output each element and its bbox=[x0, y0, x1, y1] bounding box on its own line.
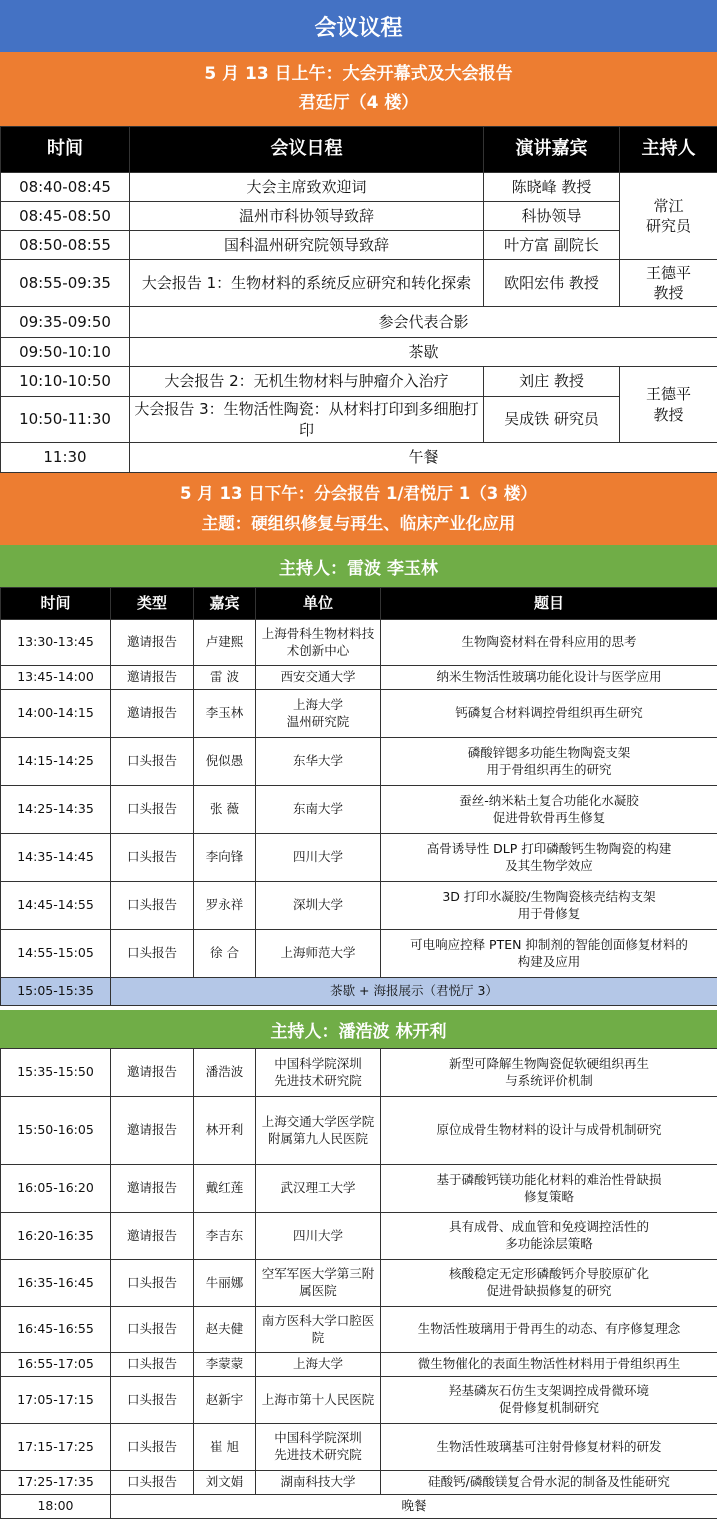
unit-cell: 空军军医大学第三附属医院 bbox=[256, 1260, 381, 1307]
unit-cell: 中国科学院深圳 先进技术研究院 bbox=[256, 1049, 381, 1097]
type-cell: 口头报告 bbox=[111, 1471, 194, 1495]
table-row bbox=[1, 620, 717, 666]
time-cell: 09:35-09:50 bbox=[1, 307, 130, 338]
col-header-agenda: 会议日程 bbox=[130, 127, 484, 173]
table-row bbox=[1, 1165, 717, 1213]
guest-cell: 戴红莲 bbox=[194, 1165, 256, 1213]
col-header-time: 时间 bbox=[1, 588, 111, 620]
agenda-cell: 温州市科协领导致辞 bbox=[130, 202, 484, 231]
time-cell: 08:55-09:35 bbox=[1, 260, 130, 307]
unit-cell: 上海交通大学医学院附属第九人民医院 bbox=[256, 1097, 381, 1165]
unit-cell: 上海大学 温州研究院 bbox=[256, 690, 381, 738]
title-cell: 基于磷酸钙镁功能化材料的难治性骨缺损 修复策略 bbox=[381, 1165, 717, 1213]
afternoon-agenda-table-2 bbox=[0, 1048, 717, 1519]
title-cell: 磷酸锌锶多功能生物陶瓷支架 用于骨组织再生的研究 bbox=[381, 738, 717, 786]
title-cell: 羟基磷灰石仿生支架调控成骨微环境 促骨修复机制研究 bbox=[381, 1377, 717, 1424]
col-header-type: 类型 bbox=[111, 588, 194, 620]
type-cell: 口头报告 bbox=[111, 1353, 194, 1377]
agenda-cell: 大会报告 2：无机生物材料与肿瘤介入治疗 bbox=[130, 367, 484, 397]
guest-cell: 赵夫健 bbox=[194, 1307, 256, 1353]
unit-cell: 中国科学院深圳 先进技术研究院 bbox=[256, 1424, 381, 1471]
agenda-cell: 大会主席致欢迎词 bbox=[130, 173, 484, 202]
afternoon-session-date: 5 月 13 日下午：分会报告 1/君悦厅 1（3 楼） bbox=[180, 484, 537, 504]
title-cell: 硅酸钙/磷酸镁复合骨水泥的制备及性能研究 bbox=[381, 1471, 717, 1495]
agenda-cell: 茶歇 bbox=[130, 338, 717, 367]
agenda-cell: 国科温州研究院领导致辞 bbox=[130, 231, 484, 260]
time-cell: 17:25-17:35 bbox=[1, 1471, 111, 1495]
table-row bbox=[1, 786, 717, 834]
time-cell: 11:30 bbox=[1, 443, 130, 473]
unit-cell: 上海师范大学 bbox=[256, 930, 381, 978]
title-cell: 可电响应控释 PTEN 抑制剂的智能创面修复材料的 构建及应用 bbox=[381, 930, 717, 978]
speaker-cell: 陈晓峰 教授 bbox=[484, 173, 620, 202]
guest-cell: 张 薇 bbox=[194, 786, 256, 834]
time-cell: 14:00-14:15 bbox=[1, 690, 111, 738]
guest-cell: 潘浩波 bbox=[194, 1049, 256, 1097]
morning-session-venue: 君廷厅（4 楼） bbox=[298, 93, 419, 113]
speaker-cell: 刘庄 教授 bbox=[484, 367, 620, 397]
host-cell: 王德平 教授 bbox=[620, 367, 717, 443]
table-row bbox=[1, 1353, 717, 1377]
title-cell: 高骨诱导性 DLP 打印磷酸钙生物陶瓷的构建 及其生物学效应 bbox=[381, 834, 717, 882]
unit-cell: 上海市第十人民医院 bbox=[256, 1377, 381, 1424]
time-cell: 15:50-16:05 bbox=[1, 1097, 111, 1165]
guest-cell: 林开利 bbox=[194, 1097, 256, 1165]
time-cell: 16:55-17:05 bbox=[1, 1353, 111, 1377]
type-cell: 口头报告 bbox=[111, 930, 194, 978]
type-cell: 口头报告 bbox=[111, 786, 194, 834]
time-cell: 13:30-13:45 bbox=[1, 620, 111, 666]
time-cell: 14:45-14:55 bbox=[1, 882, 111, 930]
host-cell: 常江 研究员 bbox=[620, 173, 717, 260]
title-cell: 核酸稳定无定形磷酸钙介导胶原矿化 促进骨缺损修复的研究 bbox=[381, 1260, 717, 1307]
unit-cell: 四川大学 bbox=[256, 834, 381, 882]
guest-cell: 李蒙蒙 bbox=[194, 1353, 256, 1377]
guest-cell: 李玉林 bbox=[194, 690, 256, 738]
table-row bbox=[1, 202, 717, 231]
morning-session-date: 5 月 13 日上午：大会开幕式及大会报告 bbox=[204, 64, 513, 85]
speaker-cell: 欧阳宏伟 教授 bbox=[484, 260, 620, 307]
guest-cell: 崔 旭 bbox=[194, 1424, 256, 1471]
speaker-cell: 叶方富 副院长 bbox=[484, 231, 620, 260]
type-cell: 口头报告 bbox=[111, 1424, 194, 1471]
dinner-label-cell: 晚餐 bbox=[111, 1495, 717, 1519]
table-row bbox=[1, 338, 717, 367]
speaker-cell: 吴成铁 研究员 bbox=[484, 397, 620, 443]
unit-cell: 湖南科技大学 bbox=[256, 1471, 381, 1495]
time-cell: 17:15-17:25 bbox=[1, 1424, 111, 1471]
agenda-cell: 午餐 bbox=[130, 443, 717, 473]
unit-cell: 上海骨科生物材料技术创新中心 bbox=[256, 620, 381, 666]
guest-cell: 雷 波 bbox=[194, 666, 256, 690]
title-cell: 蚕丝-纳米粘土复合功能化水凝胶 促进骨软骨再生修复 bbox=[381, 786, 717, 834]
unit-cell: 深圳大学 bbox=[256, 882, 381, 930]
guest-cell: 徐 合 bbox=[194, 930, 256, 978]
time-cell: 14:25-14:35 bbox=[1, 786, 111, 834]
title-cell: 具有成骨、成血管和免疫调控活性的 多功能涂层策略 bbox=[381, 1213, 717, 1260]
time-cell: 15:35-15:50 bbox=[1, 1049, 111, 1097]
table-row bbox=[1, 367, 717, 397]
agenda-cell: 参会代表合影 bbox=[130, 307, 717, 338]
time-cell: 10:50-11:30 bbox=[1, 397, 130, 443]
type-cell: 口头报告 bbox=[111, 834, 194, 882]
col-header-speaker: 演讲嘉宾 bbox=[484, 127, 620, 173]
table-row bbox=[1, 1307, 717, 1353]
page-title: 会议议程 bbox=[0, 0, 717, 52]
table-row bbox=[1, 397, 717, 443]
unit-cell: 东南大学 bbox=[256, 786, 381, 834]
table-row bbox=[1, 690, 717, 738]
unit-cell: 四川大学 bbox=[256, 1213, 381, 1260]
type-cell: 邀请报告 bbox=[111, 690, 194, 738]
time-cell: 14:55-15:05 bbox=[1, 930, 111, 978]
col-header-time: 时间 bbox=[1, 127, 130, 173]
time-cell: 13:45-14:00 bbox=[1, 666, 111, 690]
table-row bbox=[1, 666, 717, 690]
table-row bbox=[1, 231, 717, 260]
type-cell: 邀请报告 bbox=[111, 1165, 194, 1213]
afternoon-session-theme: 主题：硬组织修复与再生、临床产业化应用 bbox=[201, 514, 516, 533]
guest-cell: 李向锋 bbox=[194, 834, 256, 882]
afternoon-session-header bbox=[0, 473, 717, 545]
table-row bbox=[1, 834, 717, 882]
time-cell: 14:15-14:25 bbox=[1, 738, 111, 786]
table-row bbox=[1, 738, 717, 786]
type-cell: 邀请报告 bbox=[111, 1213, 194, 1260]
table-header-row bbox=[1, 127, 717, 173]
table-header-row bbox=[1, 588, 717, 620]
table-row bbox=[1, 1260, 717, 1307]
host-cell: 王德平 教授 bbox=[620, 260, 717, 307]
guest-cell: 李吉东 bbox=[194, 1213, 256, 1260]
morning-agenda-table bbox=[0, 126, 717, 473]
time-cell: 14:35-14:45 bbox=[1, 834, 111, 882]
col-header-unit: 单位 bbox=[256, 588, 381, 620]
break-label-cell: 茶歇 + 海报展示（君悦厅 3） bbox=[111, 978, 717, 1006]
table-row bbox=[1, 1049, 717, 1097]
guest-cell: 倪似愚 bbox=[194, 738, 256, 786]
guest-cell: 卢建熙 bbox=[194, 620, 256, 666]
col-header-guest: 嘉宾 bbox=[194, 588, 256, 620]
unit-cell: 南方医科大学口腔医院 bbox=[256, 1307, 381, 1353]
title-cell: 钙磷复合材料调控骨组织再生研究 bbox=[381, 690, 717, 738]
table-row bbox=[1, 443, 717, 473]
type-cell: 口头报告 bbox=[111, 882, 194, 930]
time-cell: 18:00 bbox=[1, 1495, 111, 1519]
title-cell: 新型可降解生物陶瓷促软硬组织再生 与系统评价机制 bbox=[381, 1049, 717, 1097]
unit-cell: 上海大学 bbox=[256, 1353, 381, 1377]
col-header-host: 主持人 bbox=[620, 127, 717, 173]
time-cell: 10:10-10:50 bbox=[1, 367, 130, 397]
session-host-banner: 主持人：雷波 李玉林 bbox=[0, 545, 717, 587]
afternoon-agenda-table-1 bbox=[0, 587, 717, 1006]
guest-cell: 刘文娟 bbox=[194, 1471, 256, 1495]
table-row bbox=[1, 1424, 717, 1471]
type-cell: 口头报告 bbox=[111, 738, 194, 786]
title-cell: 纳米生物活性玻璃功能化设计与医学应用 bbox=[381, 666, 717, 690]
title-cell: 生物陶瓷材料在骨科应用的思考 bbox=[381, 620, 717, 666]
unit-cell: 东华大学 bbox=[256, 738, 381, 786]
table-row bbox=[1, 882, 717, 930]
time-cell: 17:05-17:15 bbox=[1, 1377, 111, 1424]
table-row bbox=[1, 930, 717, 978]
time-cell: 08:45-08:50 bbox=[1, 202, 130, 231]
agenda-cell: 大会报告 3：生物活性陶瓷：从材料打印到多细胞打印 bbox=[130, 397, 484, 443]
time-cell: 16:05-16:20 bbox=[1, 1165, 111, 1213]
session-host-banner: 主持人：潘浩波 林开利 bbox=[0, 1010, 717, 1048]
guest-cell: 罗永祥 bbox=[194, 882, 256, 930]
type-cell: 口头报告 bbox=[111, 1307, 194, 1353]
type-cell: 口头报告 bbox=[111, 1377, 194, 1424]
type-cell: 邀请报告 bbox=[111, 1097, 194, 1165]
title-cell: 3D 打印水凝胶/生物陶瓷核壳结构支架 用于骨修复 bbox=[381, 882, 717, 930]
table-row bbox=[1, 1471, 717, 1495]
title-cell: 微生物催化的表面生物活性材料用于骨组织再生 bbox=[381, 1353, 717, 1377]
time-cell: 16:20-16:35 bbox=[1, 1213, 111, 1260]
dinner-row bbox=[1, 1495, 717, 1519]
title-cell: 原位成骨生物材料的设计与成骨机制研究 bbox=[381, 1097, 717, 1165]
time-cell: 08:40-08:45 bbox=[1, 173, 130, 202]
guest-cell: 牛丽娜 bbox=[194, 1260, 256, 1307]
title-cell: 生物活性玻璃基可注射骨修复材料的研发 bbox=[381, 1424, 717, 1471]
unit-cell: 西安交通大学 bbox=[256, 666, 381, 690]
type-cell: 邀请报告 bbox=[111, 666, 194, 690]
col-header-title: 题目 bbox=[381, 588, 717, 620]
table-row bbox=[1, 260, 717, 307]
morning-session-header bbox=[0, 52, 717, 126]
title-cell: 生物活性玻璃用于骨再生的动态、有序修复理念 bbox=[381, 1307, 717, 1353]
table-row bbox=[1, 1213, 717, 1260]
type-cell: 邀请报告 bbox=[111, 1049, 194, 1097]
time-cell: 08:50-08:55 bbox=[1, 231, 130, 260]
table-row bbox=[1, 1377, 717, 1424]
time-cell: 16:45-16:55 bbox=[1, 1307, 111, 1353]
time-cell: 15:05-15:35 bbox=[1, 978, 111, 1006]
table-row bbox=[1, 307, 717, 338]
speaker-cell: 科协领导 bbox=[484, 202, 620, 231]
unit-cell: 武汉理工大学 bbox=[256, 1165, 381, 1213]
table-row bbox=[1, 1097, 717, 1165]
guest-cell: 赵新宇 bbox=[194, 1377, 256, 1424]
time-cell: 09:50-10:10 bbox=[1, 338, 130, 367]
agenda-cell: 大会报告 1：生物材料的系统反应研究和转化探索 bbox=[130, 260, 484, 307]
time-cell: 16:35-16:45 bbox=[1, 1260, 111, 1307]
table-row bbox=[1, 173, 717, 202]
type-cell: 口头报告 bbox=[111, 1260, 194, 1307]
type-cell: 邀请报告 bbox=[111, 620, 194, 666]
tea-break-row bbox=[1, 978, 717, 1006]
